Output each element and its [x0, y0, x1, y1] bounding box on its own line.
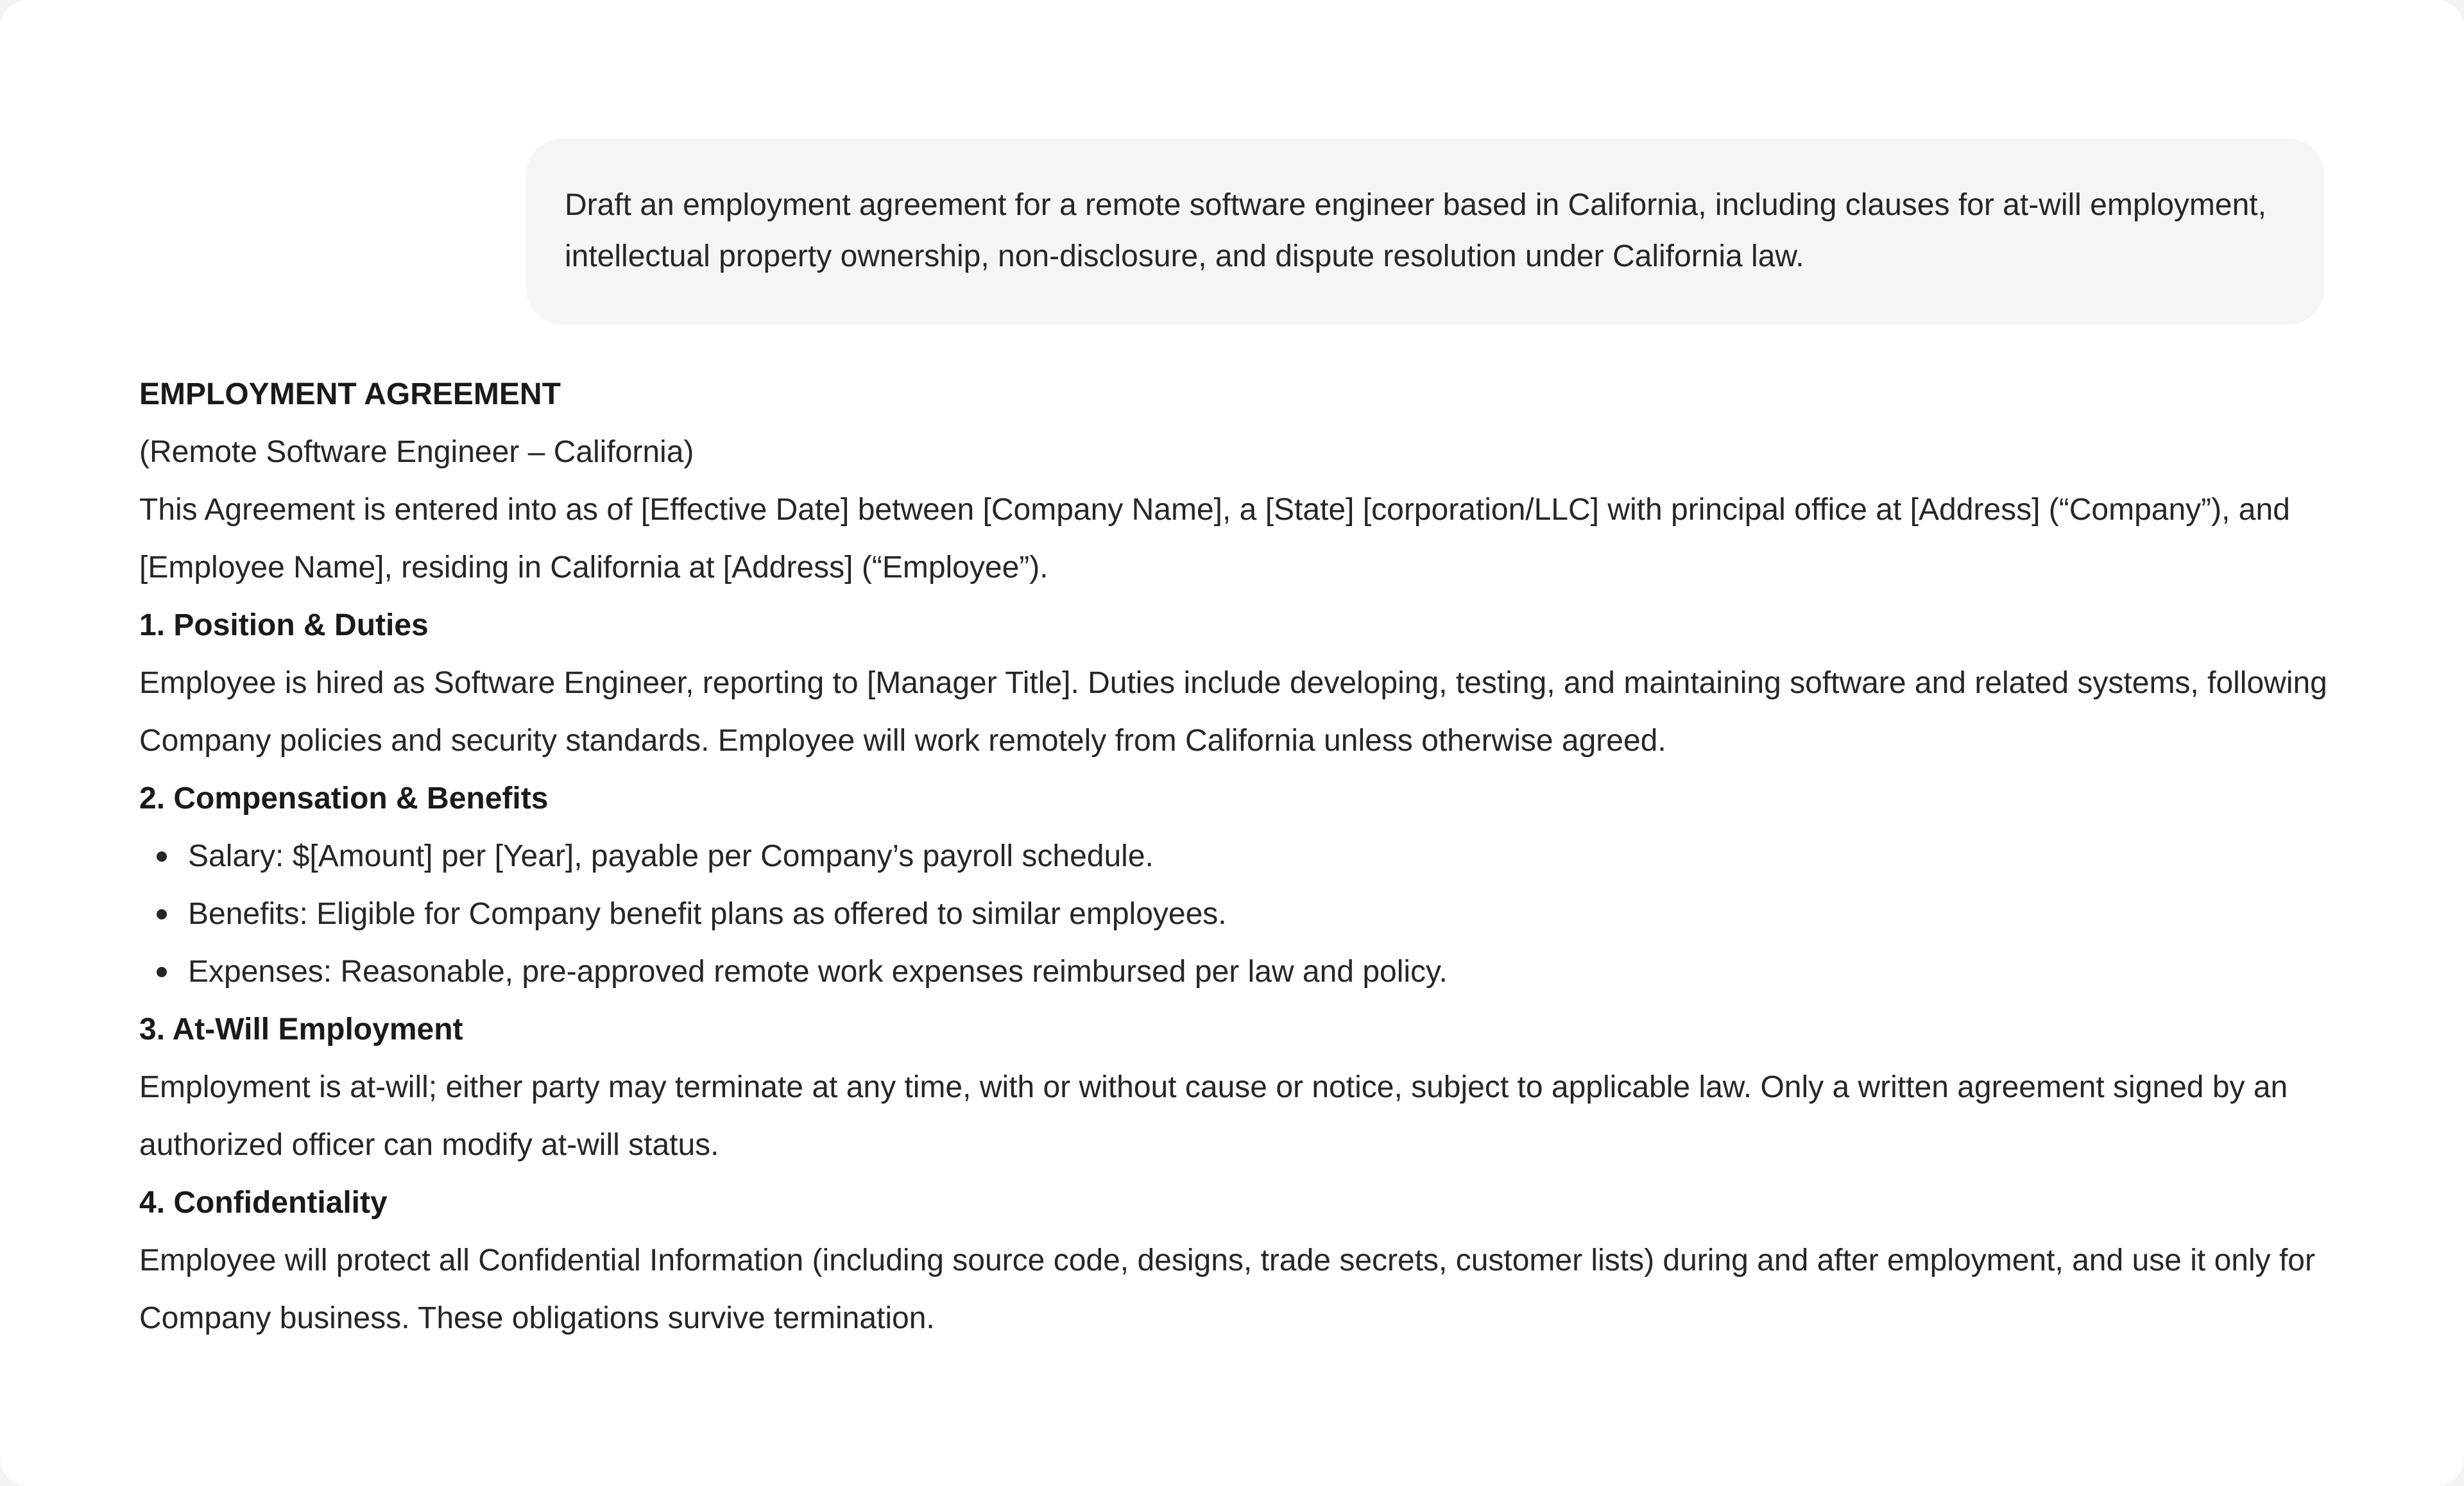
list-item [139, 828, 2347, 885]
bullet-text-salary: Salary: $[Amount] per [Year], payable per Company’s payroll schedule. [188, 839, 1154, 873]
intro-paragraph: This Agreement is entered into as of [Effective Date] between [Company Name], a [State] [corporation/LLC] with principal office at [Address] (“Company”), and [Employee Name], residing in California at [Address] (“Employee”). [139, 493, 2290, 585]
bullet-dot-icon [157, 909, 167, 919]
section-body-position: Employee is hired as Software Engineer, reporting to [Manager Title]. Duties include developing, testing, and maintaining software and related systems, following Company policies and security standards. Employee will work remotely from California unless otherwise agreed. [139, 666, 2327, 758]
list-item [139, 885, 2347, 943]
list-item [139, 943, 2347, 1001]
document-title: EMPLOYMENT AGREEMENT [139, 377, 561, 411]
section-heading-at-will: 3. At-Will Employment [139, 1012, 463, 1046]
assistant-response [139, 366, 2347, 1347]
section-body-at-will: Employment is at-will; either party may terminate at any time, with or without cause or notice, subject to applicable law. Only a written agreement signed by an authorized officer can modify at-will status. [139, 1070, 2288, 1162]
bullet-dot-icon [157, 967, 167, 977]
section-heading-confidentiality: 4. Confidentiality [139, 1186, 388, 1220]
user-message-text: Draft an employment agreement for a remote software engineer based in California, including clauses for at-will employment, intellectual property ownership, non-disclosure, and dispute resolution under California law. [565, 188, 2266, 273]
bullet-text-expenses: Expenses: Reasonable, pre-approved remote work expenses reimbursed per law and policy. [188, 955, 1448, 989]
bullet-dot-icon [157, 851, 167, 862]
bullet-text-benefits: Benefits: Eligible for Company benefit plans as offered to similar employees. [188, 897, 1227, 931]
user-message-bubble [526, 139, 2324, 325]
compensation-bullet-list [139, 828, 2347, 1001]
document-subtitle: (Remote Software Engineer – California) [139, 435, 694, 469]
section-heading-position: 1. Position & Duties [139, 608, 429, 642]
section-body-confidentiality: Employee will protect all Confidential Information (including source code, designs, trade secrets, customer lists) during and after employment, and use it only for Company business. These obligations survive termination. [139, 1243, 2315, 1335]
section-heading-compensation: 2. Compensation & Benefits [139, 781, 549, 816]
